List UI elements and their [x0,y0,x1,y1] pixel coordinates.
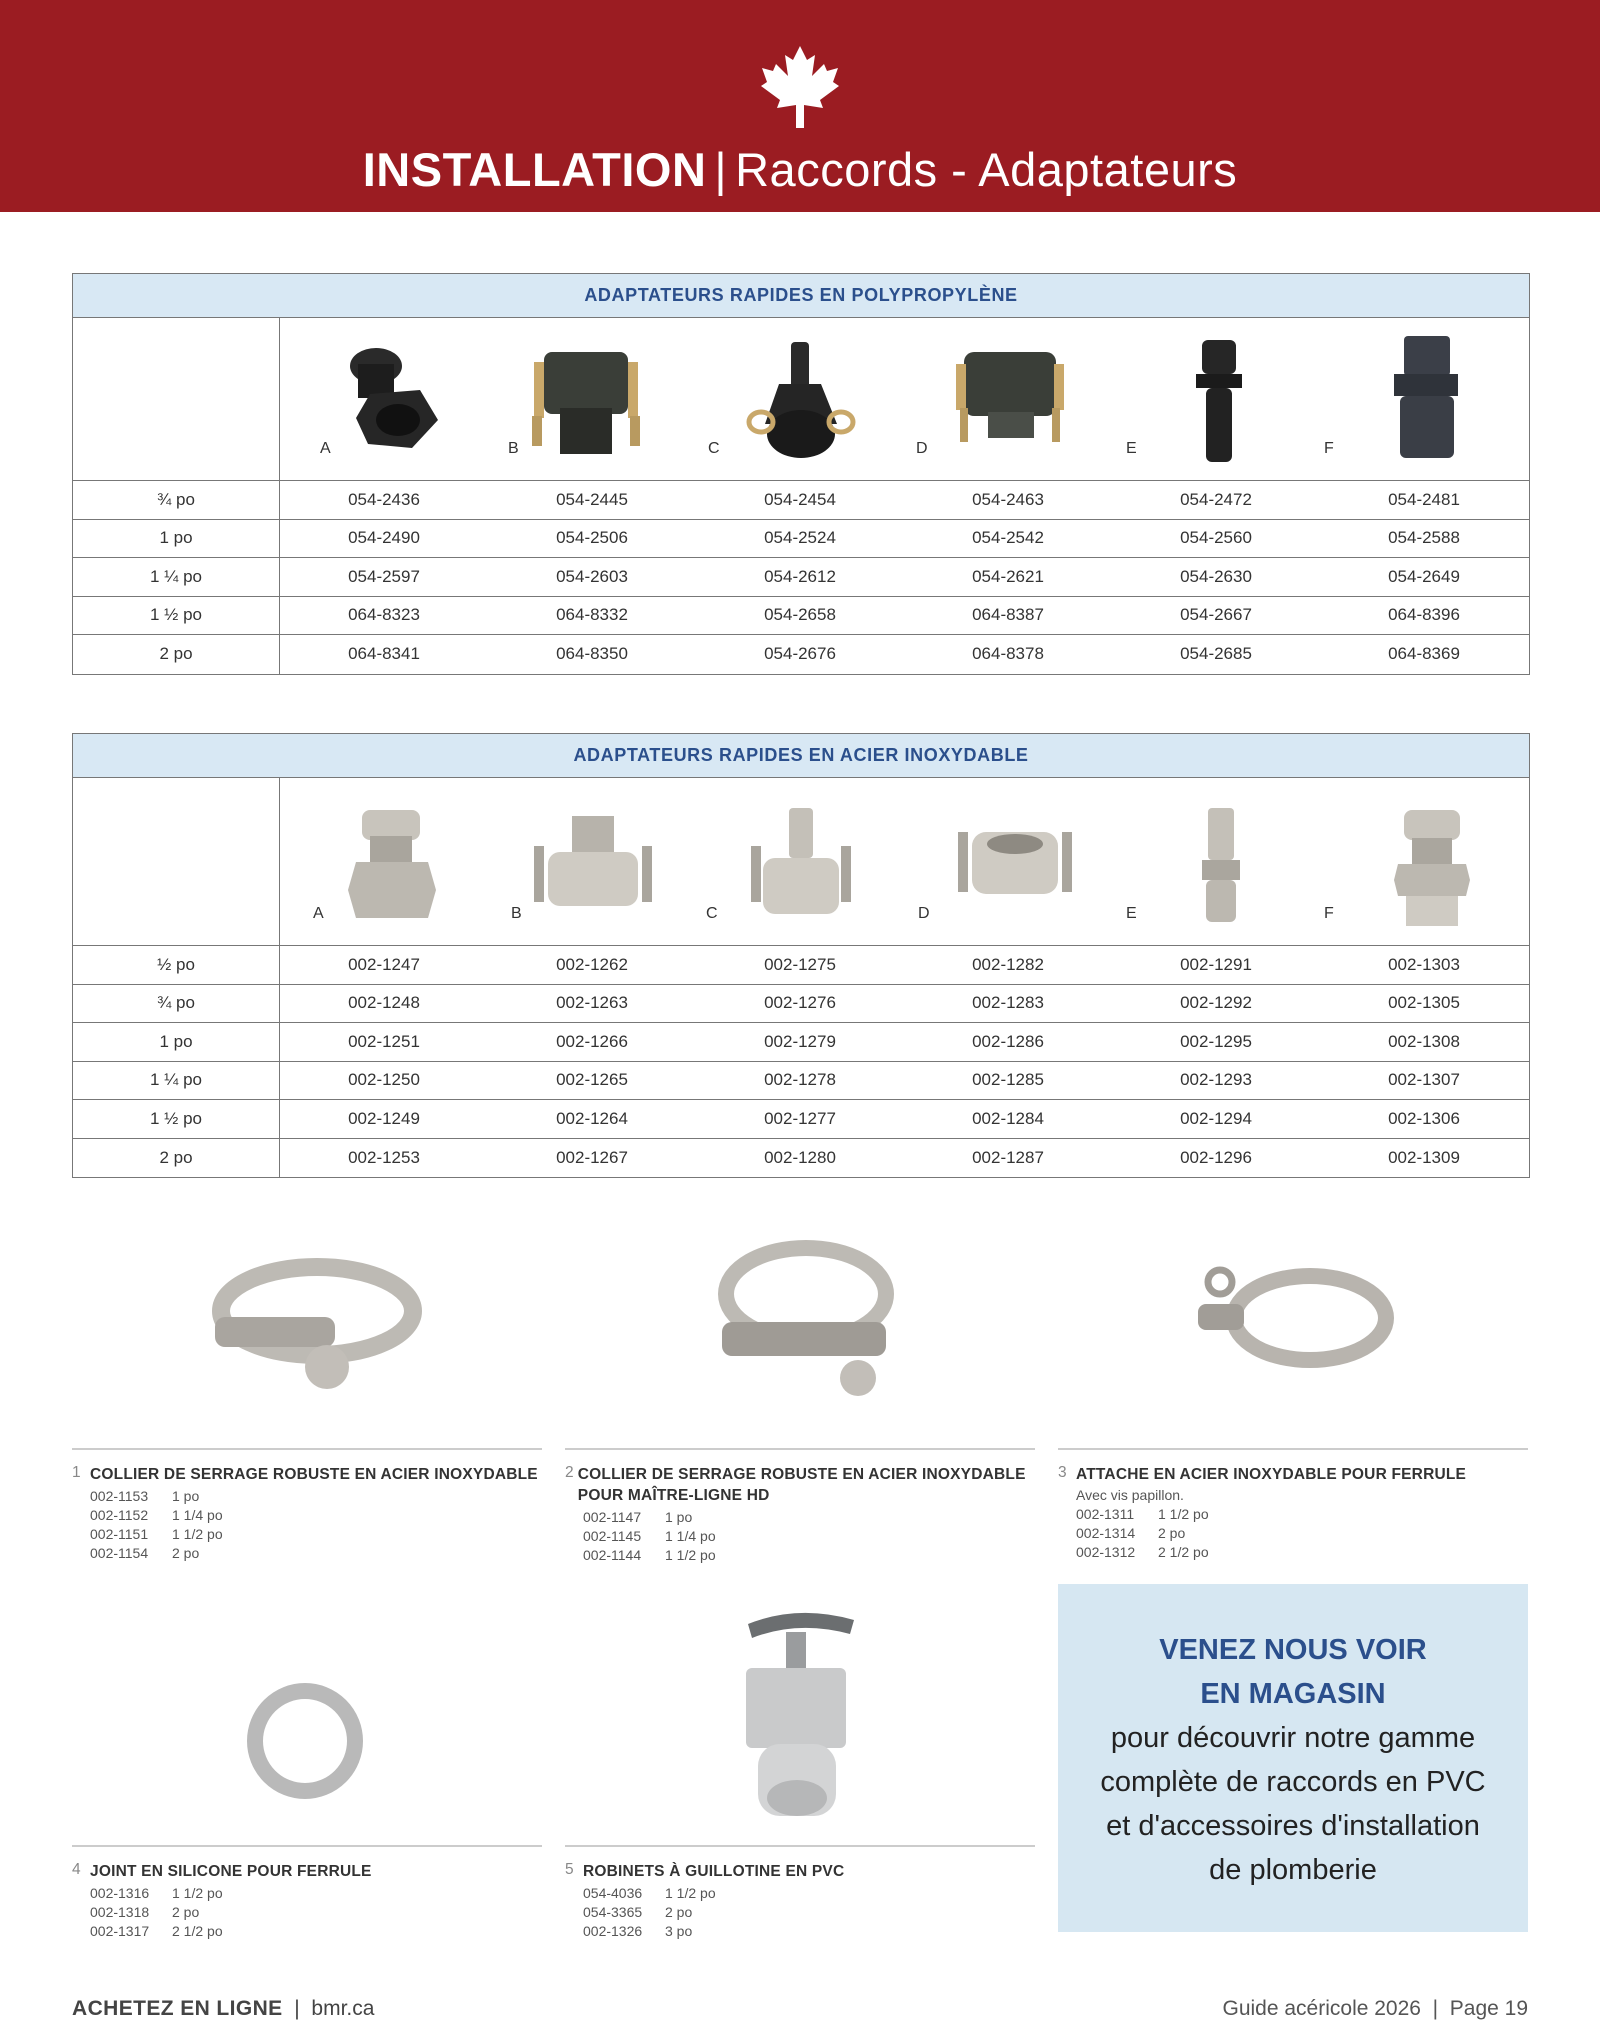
accessory-3 [1058,1448,1528,1562]
size-label: 1 1/4 po [172,1507,223,1523]
table-caption: ADAPTATEURS RAPIDES EN POLYPROPYLÈNE [73,274,1529,318]
black-coupler-c-image [741,338,861,468]
item-name: COLLIER DE SERRAGE ROBUSTE EN ACIER INOXYDABLE POUR MAÎTRE-LIGNE HD [577,1466,1026,1504]
product-code-cell: 054-2603 [556,566,628,586]
size-cell: ½ po [73,946,280,984]
code-line [583,1546,1035,1565]
product-code-cell: 054-2472 [1180,489,1252,509]
product-code: 002-1312 [1076,1544,1136,1560]
product-code: 002-1326 [583,1923,643,1939]
promo-body-3: et d'accessoires d'installation [1106,1810,1480,1842]
product-code-cell: 002-1265 [556,1070,628,1090]
product-code-cell: 002-1249 [348,1108,420,1128]
stainless-adapter-table [72,733,1530,1178]
item-number: 4 [72,1861,81,1878]
product-code-cell: 064-8332 [556,605,628,625]
product-code-cell: 002-1291 [1180,954,1252,974]
product-code-cell: 002-1293 [1180,1070,1252,1090]
item-number: 1 [72,1464,81,1481]
product-code-cell: 002-1264 [556,1108,628,1128]
size-label: 1 1/2 po [665,1547,716,1563]
product-code-cell: 054-2667 [1180,605,1252,625]
product-code: 002-1318 [90,1904,150,1920]
product-code-cell: 002-1276 [764,993,836,1013]
table-row [73,635,1529,674]
item-name: ATTACHE EN ACIER INOXYDABLE POUR FERRULE [1076,1466,1467,1483]
footer-shop-online: ACHETEZ EN LIGNE | bmr.ca [72,1997,375,2020]
code-line [1076,1505,1528,1524]
product-code-cell: 002-1263 [556,993,628,1013]
page-header [0,0,1600,212]
table-caption: ADAPTATEURS RAPIDES EN ACIER INOXYDABLE [73,734,1529,778]
size-cell: 1 po [73,520,280,558]
product-f [1320,318,1528,480]
black-male-adapter-f-image [1376,334,1476,464]
code-line [90,1884,542,1903]
table-row [73,985,1529,1024]
product-code-cell: 002-1250 [348,1070,420,1090]
product-d [904,778,1112,945]
product-code-cell: 002-1251 [348,1031,420,1051]
black-coupler-d-image [950,342,1070,458]
product-code-cell: 002-1262 [556,954,628,974]
product-code-cell: 002-1285 [972,1070,1044,1090]
code-line [583,1884,1035,1903]
product-code-cell: 002-1287 [972,1147,1044,1167]
polypropylene-adapter-table [72,273,1530,675]
product-c [696,318,904,480]
silicone-ferrule-gasket-image [240,1676,370,1806]
product-code-cell: 054-2621 [972,566,1044,586]
table-row [73,946,1529,985]
product-letter: D [918,905,930,922]
steel-male-adapter-f-image [1392,808,1472,932]
promo-body-2: complète de raccords en PVC [1100,1766,1486,1798]
product-letter: A [313,905,324,922]
product-code: 002-1147 [583,1509,642,1525]
size-label: 1 1/2 po [1158,1506,1209,1522]
table-row [73,1023,1529,1062]
hd-mainline-clamp-image [708,1232,898,1412]
code-line [583,1508,1035,1527]
accessory-2 [565,1448,1035,1565]
product-code-cell: 002-1284 [972,1108,1044,1128]
item-name: COLLIER DE SERRAGE ROBUSTE EN ACIER INOXYDABLE [90,1466,538,1483]
pvc-knife-gate-valve-image [728,1608,868,1828]
product-code-cell: 054-2490 [348,528,420,548]
product-code-cell: 002-1307 [1388,1070,1460,1090]
page-title: INSTALLATION | Raccords - Adaptateurs [362,143,1238,196]
steel-adapter-a-image [342,806,442,926]
product-code-cell: 064-8396 [1388,605,1460,625]
product-code-cell: 002-1305 [1388,993,1460,1013]
black-coupler-b-image [526,338,646,464]
code-line [90,1487,542,1506]
product-code-cell: 064-8341 [348,644,420,664]
size-label: 2 po [1158,1525,1186,1541]
product-b [488,778,696,945]
product-code-cell: 054-2630 [1180,566,1252,586]
size-cell: 1 ½ po [73,1100,280,1138]
product-letter: B [508,440,519,457]
size-cell: ¾ po [73,481,280,519]
product-code-cell: 054-2685 [1180,644,1252,664]
size-label: 1 1/4 po [665,1528,716,1544]
size-cell: 1 ½ po [73,597,280,635]
product-a [280,778,488,945]
product-code-cell: 002-1247 [348,954,420,974]
code-line [90,1525,542,1544]
size-label: 1 po [172,1488,200,1504]
size-cell: 2 po [73,635,280,674]
product-letter: E [1126,440,1137,457]
product-image-row [73,318,1529,481]
size-cell: 2 po [73,1139,280,1178]
promo-body-1: pour découvrir notre gamme [1110,1722,1476,1754]
code-line [583,1903,1035,1922]
size-cell: 1 ¼ po [73,558,280,596]
accessory-4 [72,1845,542,1941]
code-line [90,1903,542,1922]
product-code: 002-1153 [90,1488,149,1504]
product-code-cell: 002-1309 [1388,1147,1460,1167]
product-letter: C [708,440,720,457]
item-number: 3 [1058,1464,1067,1481]
product-code: 002-1152 [90,1507,149,1523]
code-list [90,1884,542,1941]
product-letter: F [1324,905,1334,922]
size-label: 2 po [665,1904,693,1920]
product-code-cell: 054-2597 [348,566,420,586]
code-list [583,1508,1035,1565]
size-cell: 1 po [73,1023,280,1061]
accessory-5 [565,1845,1035,1941]
product-letter: B [511,905,522,922]
product-code-cell: 002-1296 [1180,1147,1252,1167]
size-label: 2 1/2 po [172,1923,223,1939]
steel-coupler-b-image [528,812,658,922]
product-code: 002-1314 [1076,1525,1136,1541]
product-code-cell: 054-2560 [1180,528,1252,548]
size-label: 1 1/2 po [172,1526,223,1542]
size-label: 2 po [172,1904,200,1920]
product-code: 054-4036 [583,1885,643,1901]
size-label: 2 po [172,1545,200,1561]
code-list [583,1884,1035,1941]
product-code-cell: 064-8387 [972,605,1044,625]
product-code: 002-1145 [583,1528,642,1544]
heavy-duty-clamp-image [205,1255,425,1405]
product-image-row [73,778,1529,946]
steel-coupler-c-image [741,806,861,926]
product-code-cell: 064-8323 [348,605,420,625]
product-code-cell: 002-1266 [556,1031,628,1051]
table-row [73,481,1529,520]
code-line [90,1544,542,1563]
code-list [90,1487,542,1563]
product-code-cell: 002-1267 [556,1147,628,1167]
size-label: 1 po [665,1509,693,1525]
product-code-cell: 002-1306 [1388,1108,1460,1128]
maple-leaf-icon [760,44,840,130]
code-line [583,1527,1035,1546]
product-code: 002-1144 [583,1547,642,1563]
steel-coupler-d-image [950,818,1080,918]
product-code-cell: 054-2445 [556,489,628,509]
product-code-cell: 054-2588 [1388,528,1460,548]
size-label: 2 1/2 po [1158,1544,1209,1560]
product-code-cell: 002-1292 [1180,993,1252,1013]
item-note: Avec vis papillon. [1076,1487,1184,1503]
product-code: 002-1311 [1076,1506,1135,1522]
product-f [1320,778,1528,945]
table-row [73,520,1529,559]
code-line [90,1922,542,1941]
product-code-cell: 002-1286 [972,1031,1044,1051]
size-label: 1 1/2 po [665,1885,716,1901]
product-code-cell: 054-2481 [1388,489,1460,509]
product-code-cell: 054-2524 [764,528,836,548]
product-code-cell: 054-2676 [764,644,836,664]
store-promo-box [1058,1584,1528,1932]
size-label: 3 po [665,1923,693,1939]
product-code: 002-1316 [90,1885,150,1901]
item-number: 2 [565,1464,574,1481]
size-cell: ¾ po [73,985,280,1023]
item-name: ROBINETS À GUILLOTINE EN PVC [583,1863,845,1880]
product-d [904,318,1112,480]
code-line [1076,1543,1528,1562]
product-e [1112,778,1320,945]
product-code-cell: 064-8350 [556,644,628,664]
product-code-cell: 064-8378 [972,644,1044,664]
code-line [90,1506,542,1525]
product-c [696,778,904,945]
promo-body-4: de plomberie [1209,1854,1377,1886]
table-row [73,558,1529,597]
product-code: 002-1154 [90,1545,149,1561]
product-code-cell: 002-1275 [764,954,836,974]
product-code: 054-3365 [583,1904,643,1920]
code-list [1076,1505,1528,1562]
product-letter: A [320,440,331,457]
product-code-cell: 054-2658 [764,605,836,625]
ferrule-clamp-image [1190,1262,1400,1372]
black-adapter-a-image [328,336,448,456]
product-code-cell: 064-8369 [1388,644,1460,664]
product-code-cell: 002-1303 [1388,954,1460,974]
product-e [1112,318,1320,480]
product-letter: C [706,905,718,922]
footer-page-info: Guide acéricole 2026 | Page 19 [1222,1997,1528,2020]
product-code-cell: 054-2649 [1388,566,1460,586]
code-line [1076,1524,1528,1543]
product-letter: E [1126,905,1137,922]
product-b [488,318,696,480]
size-label: 1 1/2 po [172,1885,223,1901]
item-name: JOINT EN SILICONE POUR FERRULE [90,1863,372,1880]
table-row [73,1100,1529,1139]
product-code-cell: 054-2436 [348,489,420,509]
website-link[interactable]: bmr.ca [311,1997,375,2020]
size-cell: 1 ¼ po [73,1062,280,1100]
product-code: 002-1151 [90,1526,149,1542]
product-code-cell: 002-1282 [972,954,1044,974]
product-code-cell: 054-2542 [972,528,1044,548]
table-row [73,597,1529,636]
product-code-cell: 002-1279 [764,1031,836,1051]
product-code-cell: 002-1253 [348,1147,420,1167]
product-code: 002-1317 [90,1923,150,1939]
black-hose-barb-e-image [1190,336,1250,464]
product-code-cell: 054-2463 [972,489,1044,509]
product-code-cell: 054-2612 [764,566,836,586]
product-code-cell: 054-2506 [556,528,628,548]
table-row [73,1139,1529,1178]
promo-heading-2: EN MAGASIN [1200,1678,1386,1710]
product-code-cell: 002-1294 [1180,1108,1252,1128]
product-letter: F [1324,440,1334,457]
product-code-cell: 002-1278 [764,1070,836,1090]
product-code-cell: 002-1283 [972,993,1044,1013]
code-line [583,1922,1035,1941]
product-code-cell: 002-1248 [348,993,420,1013]
item-number: 5 [565,1861,574,1878]
product-code-cell: 002-1308 [1388,1031,1460,1051]
accessory-1 [72,1448,542,1563]
product-code-cell: 002-1280 [764,1147,836,1167]
product-a [280,318,488,480]
promo-heading-1: VENEZ NOUS VOIR [1159,1634,1427,1666]
product-code-cell: 002-1277 [764,1108,836,1128]
product-code-cell: 054-2454 [764,489,836,509]
product-letter: D [916,440,928,457]
table-row [73,1062,1529,1101]
product-code-cell: 002-1295 [1180,1031,1252,1051]
steel-hose-barb-e-image [1196,806,1246,930]
